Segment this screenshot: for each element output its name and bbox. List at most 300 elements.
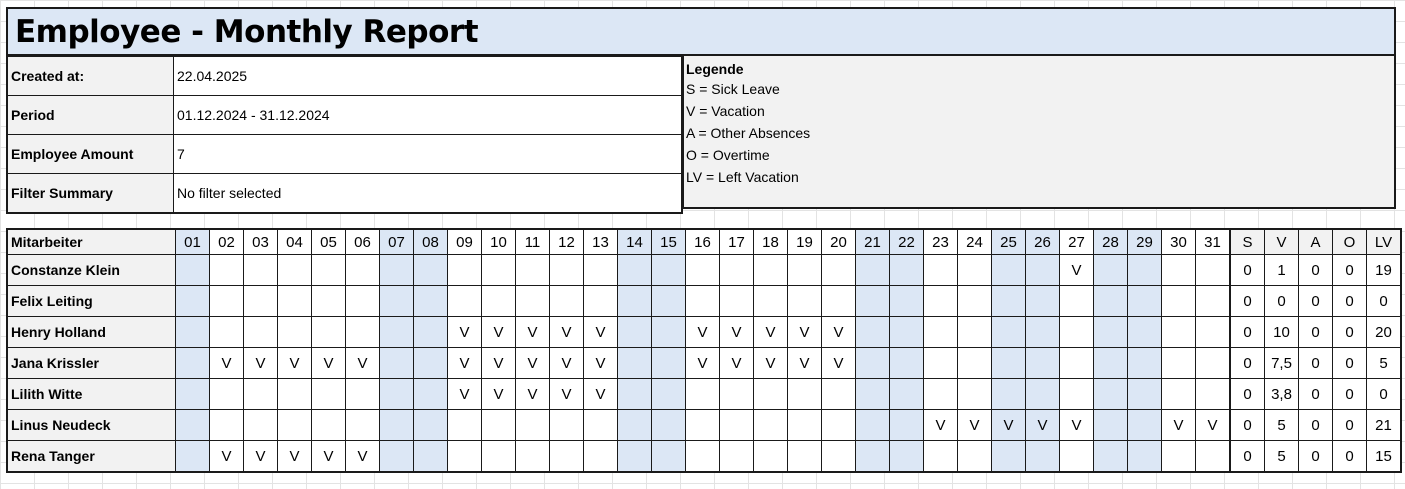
day-header-30[interactable]: 30 <box>1162 229 1196 255</box>
day-cell-22[interactable] <box>890 410 924 441</box>
info-label[interactable]: Created at: <box>7 57 174 96</box>
day-cell-07[interactable] <box>380 317 414 348</box>
day-cell-20[interactable]: V <box>822 317 856 348</box>
day-header-20[interactable]: 20 <box>822 229 856 255</box>
day-cell-16[interactable]: V <box>686 348 720 379</box>
employee-name[interactable]: Jana Krissler <box>7 348 176 379</box>
day-cell-07[interactable] <box>380 255 414 286</box>
day-cell-21[interactable] <box>856 379 890 410</box>
day-cell-14[interactable] <box>618 255 652 286</box>
day-cell-18[interactable]: V <box>754 317 788 348</box>
day-cell-22[interactable] <box>890 441 924 473</box>
info-value[interactable]: 7 <box>174 135 683 174</box>
summary-header-lv[interactable]: LV <box>1367 229 1402 255</box>
day-cell-15[interactable] <box>652 286 686 317</box>
day-header-31[interactable]: 31 <box>1196 229 1231 255</box>
summary-cell-s[interactable]: 0 <box>1230 317 1265 348</box>
day-cell-23[interactable] <box>924 255 958 286</box>
day-cell-20[interactable] <box>822 379 856 410</box>
day-cell-27[interactable]: V <box>1060 410 1094 441</box>
day-cell-01[interactable] <box>176 379 210 410</box>
day-header-26[interactable]: 26 <box>1026 229 1060 255</box>
day-cell-02[interactable] <box>210 255 244 286</box>
day-cell-03[interactable]: V <box>244 441 278 473</box>
day-cell-23[interactable] <box>924 441 958 473</box>
day-header-13[interactable]: 13 <box>584 229 618 255</box>
day-cell-22[interactable] <box>890 286 924 317</box>
day-cell-25[interactable] <box>992 441 1026 473</box>
day-header-10[interactable]: 10 <box>482 229 516 255</box>
day-cell-11[interactable] <box>516 441 550 473</box>
day-cell-06[interactable]: V <box>346 441 380 473</box>
day-cell-13[interactable]: V <box>584 348 618 379</box>
employee-column-header[interactable]: Mitarbeiter <box>7 229 176 255</box>
day-header-21[interactable]: 21 <box>856 229 890 255</box>
day-cell-20[interactable] <box>822 441 856 473</box>
day-cell-20[interactable]: V <box>822 348 856 379</box>
day-cell-12[interactable]: V <box>550 348 584 379</box>
summary-cell-v[interactable]: 0 <box>1265 286 1299 317</box>
day-header-23[interactable]: 23 <box>924 229 958 255</box>
day-cell-01[interactable] <box>176 317 210 348</box>
day-cell-18[interactable] <box>754 410 788 441</box>
day-cell-09[interactable] <box>448 286 482 317</box>
day-cell-02[interactable] <box>210 379 244 410</box>
summary-cell-v[interactable]: 5 <box>1265 441 1299 473</box>
day-cell-29[interactable] <box>1128 317 1162 348</box>
day-header-24[interactable]: 24 <box>958 229 992 255</box>
day-cell-29[interactable] <box>1128 410 1162 441</box>
day-cell-09[interactable] <box>448 410 482 441</box>
day-cell-16[interactable] <box>686 410 720 441</box>
summary-cell-v[interactable]: 7,5 <box>1265 348 1299 379</box>
day-cell-30[interactable] <box>1162 286 1196 317</box>
day-cell-29[interactable] <box>1128 255 1162 286</box>
day-cell-04[interactable] <box>278 286 312 317</box>
day-cell-03[interactable] <box>244 379 278 410</box>
day-cell-03[interactable] <box>244 317 278 348</box>
day-cell-31[interactable] <box>1196 286 1231 317</box>
day-cell-13[interactable]: V <box>584 379 618 410</box>
day-cell-17[interactable] <box>720 441 754 473</box>
summary-cell-s[interactable]: 0 <box>1230 255 1265 286</box>
day-cell-28[interactable] <box>1094 348 1128 379</box>
day-header-27[interactable]: 27 <box>1060 229 1094 255</box>
day-cell-04[interactable]: V <box>278 441 312 473</box>
day-cell-17[interactable] <box>720 255 754 286</box>
summary-cell-lv[interactable]: 21 <box>1367 410 1402 441</box>
day-cell-30[interactable] <box>1162 317 1196 348</box>
info-label[interactable]: Filter Summary <box>7 174 174 214</box>
day-cell-04[interactable] <box>278 410 312 441</box>
day-cell-06[interactable] <box>346 379 380 410</box>
day-cell-29[interactable] <box>1128 379 1162 410</box>
day-header-18[interactable]: 18 <box>754 229 788 255</box>
day-cell-01[interactable] <box>176 255 210 286</box>
day-cell-10[interactable] <box>482 441 516 473</box>
day-cell-24[interactable] <box>958 286 992 317</box>
day-cell-28[interactable] <box>1094 379 1128 410</box>
day-header-15[interactable]: 15 <box>652 229 686 255</box>
day-cell-02[interactable] <box>210 286 244 317</box>
day-cell-30[interactable] <box>1162 441 1196 473</box>
day-cell-21[interactable] <box>856 348 890 379</box>
day-cell-03[interactable] <box>244 255 278 286</box>
day-cell-14[interactable] <box>618 348 652 379</box>
summary-header-v[interactable]: V <box>1265 229 1299 255</box>
day-cell-31[interactable] <box>1196 348 1231 379</box>
day-cell-26[interactable] <box>1026 348 1060 379</box>
day-cell-08[interactable] <box>414 441 448 473</box>
day-header-22[interactable]: 22 <box>890 229 924 255</box>
day-cell-09[interactable]: V <box>448 379 482 410</box>
summary-cell-v[interactable]: 5 <box>1265 410 1299 441</box>
summary-cell-a[interactable]: 0 <box>1299 379 1333 410</box>
day-header-06[interactable]: 06 <box>346 229 380 255</box>
day-cell-06[interactable] <box>346 410 380 441</box>
day-cell-06[interactable] <box>346 255 380 286</box>
day-header-29[interactable]: 29 <box>1128 229 1162 255</box>
day-cell-23[interactable] <box>924 379 958 410</box>
day-cell-25[interactable] <box>992 348 1026 379</box>
day-cell-27[interactable] <box>1060 286 1094 317</box>
day-cell-12[interactable]: V <box>550 379 584 410</box>
day-cell-14[interactable] <box>618 286 652 317</box>
day-cell-24[interactable] <box>958 348 992 379</box>
day-cell-28[interactable] <box>1094 441 1128 473</box>
day-cell-03[interactable] <box>244 410 278 441</box>
day-cell-15[interactable] <box>652 317 686 348</box>
day-cell-11[interactable]: V <box>516 317 550 348</box>
day-cell-29[interactable] <box>1128 441 1162 473</box>
day-cell-13[interactable] <box>584 410 618 441</box>
day-cell-25[interactable] <box>992 317 1026 348</box>
info-label[interactable]: Period <box>7 96 174 135</box>
day-header-14[interactable]: 14 <box>618 229 652 255</box>
day-header-28[interactable]: 28 <box>1094 229 1128 255</box>
day-cell-02[interactable]: V <box>210 348 244 379</box>
summary-cell-a[interactable]: 0 <box>1299 286 1333 317</box>
employee-name[interactable]: Rena Tanger <box>7 441 176 473</box>
summary-cell-lv[interactable]: 15 <box>1367 441 1402 473</box>
day-cell-12[interactable] <box>550 410 584 441</box>
day-cell-22[interactable] <box>890 348 924 379</box>
day-cell-11[interactable]: V <box>516 379 550 410</box>
day-cell-09[interactable]: V <box>448 317 482 348</box>
day-cell-19[interactable] <box>788 286 822 317</box>
day-cell-04[interactable] <box>278 379 312 410</box>
day-cell-16[interactable] <box>686 441 720 473</box>
day-cell-31[interactable] <box>1196 441 1231 473</box>
day-cell-08[interactable] <box>414 379 448 410</box>
day-cell-13[interactable] <box>584 255 618 286</box>
day-cell-27[interactable] <box>1060 379 1094 410</box>
day-cell-27[interactable] <box>1060 348 1094 379</box>
day-cell-12[interactable]: V <box>550 317 584 348</box>
day-cell-14[interactable] <box>618 379 652 410</box>
day-cell-08[interactable] <box>414 286 448 317</box>
day-cell-23[interactable] <box>924 286 958 317</box>
summary-cell-a[interactable]: 0 <box>1299 317 1333 348</box>
summary-header-a[interactable]: A <box>1299 229 1333 255</box>
day-cell-04[interactable]: V <box>278 348 312 379</box>
day-header-02[interactable]: 02 <box>210 229 244 255</box>
summary-cell-o[interactable]: 0 <box>1333 348 1367 379</box>
employee-name[interactable]: Lilith Witte <box>7 379 176 410</box>
day-cell-18[interactable] <box>754 286 788 317</box>
day-cell-19[interactable] <box>788 441 822 473</box>
day-cell-18[interactable] <box>754 441 788 473</box>
summary-cell-s[interactable]: 0 <box>1230 441 1265 473</box>
day-cell-16[interactable]: V <box>686 317 720 348</box>
day-cell-12[interactable] <box>550 286 584 317</box>
employee-name[interactable]: Felix Leiting <box>7 286 176 317</box>
day-cell-12[interactable] <box>550 255 584 286</box>
day-cell-21[interactable] <box>856 410 890 441</box>
day-cell-13[interactable]: V <box>584 317 618 348</box>
day-cell-08[interactable] <box>414 348 448 379</box>
day-cell-25[interactable] <box>992 255 1026 286</box>
day-cell-05[interactable] <box>312 379 346 410</box>
summary-cell-lv[interactable]: 0 <box>1367 286 1402 317</box>
day-cell-25[interactable] <box>992 379 1026 410</box>
legend-box[interactable] <box>683 56 1396 209</box>
summary-cell-v[interactable]: 1 <box>1265 255 1299 286</box>
day-cell-23[interactable] <box>924 317 958 348</box>
day-cell-09[interactable] <box>448 441 482 473</box>
day-cell-16[interactable] <box>686 255 720 286</box>
day-cell-15[interactable] <box>652 348 686 379</box>
day-cell-08[interactable] <box>414 317 448 348</box>
info-value[interactable]: No filter selected <box>174 174 683 214</box>
day-cell-17[interactable] <box>720 379 754 410</box>
day-cell-07[interactable] <box>380 286 414 317</box>
summary-cell-s[interactable]: 0 <box>1230 379 1265 410</box>
day-cell-20[interactable] <box>822 286 856 317</box>
day-cell-31[interactable]: V <box>1196 410 1231 441</box>
day-cell-18[interactable] <box>754 255 788 286</box>
day-cell-10[interactable]: V <box>482 348 516 379</box>
summary-cell-lv[interactable]: 0 <box>1367 379 1402 410</box>
day-header-19[interactable]: 19 <box>788 229 822 255</box>
day-header-11[interactable]: 11 <box>516 229 550 255</box>
day-cell-03[interactable] <box>244 286 278 317</box>
day-header-07[interactable]: 07 <box>380 229 414 255</box>
day-cell-14[interactable] <box>618 441 652 473</box>
summary-cell-o[interactable]: 0 <box>1333 410 1367 441</box>
day-cell-15[interactable] <box>652 410 686 441</box>
day-cell-02[interactable]: V <box>210 441 244 473</box>
day-cell-24[interactable] <box>958 255 992 286</box>
summary-cell-v[interactable]: 3,8 <box>1265 379 1299 410</box>
summary-cell-o[interactable]: 0 <box>1333 255 1367 286</box>
day-cell-15[interactable] <box>652 379 686 410</box>
day-cell-11[interactable] <box>516 410 550 441</box>
day-cell-19[interactable] <box>788 255 822 286</box>
day-header-12[interactable]: 12 <box>550 229 584 255</box>
day-cell-11[interactable] <box>516 286 550 317</box>
day-cell-01[interactable] <box>176 286 210 317</box>
summary-cell-lv[interactable]: 20 <box>1367 317 1402 348</box>
day-cell-26[interactable]: V <box>1026 410 1060 441</box>
day-cell-16[interactable] <box>686 286 720 317</box>
summary-cell-a[interactable]: 0 <box>1299 410 1333 441</box>
day-cell-01[interactable] <box>176 441 210 473</box>
day-cell-19[interactable] <box>788 379 822 410</box>
day-header-05[interactable]: 05 <box>312 229 346 255</box>
summary-cell-lv[interactable]: 19 <box>1367 255 1402 286</box>
day-cell-07[interactable] <box>380 441 414 473</box>
day-cell-10[interactable] <box>482 410 516 441</box>
day-cell-26[interactable] <box>1026 255 1060 286</box>
day-cell-24[interactable] <box>958 317 992 348</box>
day-header-03[interactable]: 03 <box>244 229 278 255</box>
day-cell-05[interactable]: V <box>312 441 346 473</box>
day-cell-17[interactable]: V <box>720 317 754 348</box>
summary-cell-s[interactable]: 0 <box>1230 410 1265 441</box>
day-cell-28[interactable] <box>1094 286 1128 317</box>
day-cell-25[interactable] <box>992 286 1026 317</box>
day-cell-11[interactable]: V <box>516 348 550 379</box>
day-cell-24[interactable]: V <box>958 410 992 441</box>
day-cell-28[interactable] <box>1094 317 1128 348</box>
day-header-16[interactable]: 16 <box>686 229 720 255</box>
day-cell-01[interactable] <box>176 348 210 379</box>
summary-cell-s[interactable]: 0 <box>1230 348 1265 379</box>
day-cell-26[interactable] <box>1026 286 1060 317</box>
day-header-25[interactable]: 25 <box>992 229 1026 255</box>
day-cell-19[interactable]: V <box>788 348 822 379</box>
day-cell-26[interactable] <box>1026 441 1060 473</box>
summary-cell-a[interactable]: 0 <box>1299 441 1333 473</box>
employee-name[interactable]: Linus Neudeck <box>7 410 176 441</box>
day-cell-19[interactable] <box>788 410 822 441</box>
info-value[interactable]: 22.04.2025 <box>174 57 683 96</box>
day-cell-18[interactable] <box>754 379 788 410</box>
day-cell-31[interactable] <box>1196 317 1231 348</box>
day-cell-20[interactable] <box>822 255 856 286</box>
day-cell-17[interactable] <box>720 410 754 441</box>
day-cell-14[interactable] <box>618 410 652 441</box>
day-cell-17[interactable] <box>720 286 754 317</box>
info-label[interactable]: Employee Amount <box>7 135 174 174</box>
day-cell-01[interactable] <box>176 410 210 441</box>
day-header-01[interactable]: 01 <box>176 229 210 255</box>
day-cell-07[interactable] <box>380 410 414 441</box>
day-cell-30[interactable] <box>1162 255 1196 286</box>
summary-cell-o[interactable]: 0 <box>1333 379 1367 410</box>
day-cell-14[interactable] <box>618 317 652 348</box>
summary-cell-a[interactable]: 0 <box>1299 348 1333 379</box>
day-cell-18[interactable]: V <box>754 348 788 379</box>
summary-header-o[interactable]: O <box>1333 229 1367 255</box>
employee-name[interactable]: Constanze Klein <box>7 255 176 286</box>
day-cell-04[interactable] <box>278 255 312 286</box>
summary-header-s[interactable]: S <box>1230 229 1265 255</box>
day-cell-02[interactable] <box>210 317 244 348</box>
day-cell-09[interactable]: V <box>448 348 482 379</box>
summary-cell-a[interactable]: 0 <box>1299 255 1333 286</box>
day-cell-24[interactable] <box>958 379 992 410</box>
summary-cell-o[interactable]: 0 <box>1333 286 1367 317</box>
day-header-17[interactable]: 17 <box>720 229 754 255</box>
day-cell-31[interactable] <box>1196 379 1231 410</box>
day-cell-08[interactable] <box>414 410 448 441</box>
day-cell-07[interactable] <box>380 379 414 410</box>
day-cell-05[interactable] <box>312 255 346 286</box>
day-cell-28[interactable] <box>1094 255 1128 286</box>
day-cell-11[interactable] <box>516 255 550 286</box>
day-cell-06[interactable]: V <box>346 348 380 379</box>
day-cell-22[interactable] <box>890 379 924 410</box>
day-header-04[interactable]: 04 <box>278 229 312 255</box>
day-cell-26[interactable] <box>1026 317 1060 348</box>
summary-cell-o[interactable]: 0 <box>1333 317 1367 348</box>
day-cell-21[interactable] <box>856 441 890 473</box>
day-cell-15[interactable] <box>652 255 686 286</box>
day-cell-21[interactable] <box>856 317 890 348</box>
summary-cell-lv[interactable]: 5 <box>1367 348 1402 379</box>
day-cell-10[interactable] <box>482 255 516 286</box>
day-cell-17[interactable]: V <box>720 348 754 379</box>
day-cell-19[interactable]: V <box>788 317 822 348</box>
day-cell-20[interactable] <box>822 410 856 441</box>
day-cell-25[interactable]: V <box>992 410 1026 441</box>
day-cell-22[interactable] <box>890 255 924 286</box>
day-cell-27[interactable] <box>1060 441 1094 473</box>
day-cell-30[interactable] <box>1162 379 1196 410</box>
day-cell-02[interactable] <box>210 410 244 441</box>
day-cell-07[interactable] <box>380 348 414 379</box>
day-cell-08[interactable] <box>414 255 448 286</box>
summary-cell-s[interactable]: 0 <box>1230 286 1265 317</box>
day-cell-26[interactable] <box>1026 379 1060 410</box>
day-cell-29[interactable] <box>1128 348 1162 379</box>
day-header-09[interactable]: 09 <box>448 229 482 255</box>
day-cell-03[interactable]: V <box>244 348 278 379</box>
employee-name[interactable]: Henry Holland <box>7 317 176 348</box>
day-cell-27[interactable]: V <box>1060 255 1094 286</box>
day-cell-12[interactable] <box>550 441 584 473</box>
day-cell-27[interactable] <box>1060 317 1094 348</box>
day-header-08[interactable]: 08 <box>414 229 448 255</box>
day-cell-31[interactable] <box>1196 255 1231 286</box>
day-cell-15[interactable] <box>652 441 686 473</box>
day-cell-06[interactable] <box>346 317 380 348</box>
day-cell-21[interactable] <box>856 286 890 317</box>
day-cell-06[interactable] <box>346 286 380 317</box>
day-cell-23[interactable]: V <box>924 410 958 441</box>
day-cell-22[interactable] <box>890 317 924 348</box>
day-cell-23[interactable] <box>924 348 958 379</box>
day-cell-24[interactable] <box>958 441 992 473</box>
day-cell-05[interactable] <box>312 410 346 441</box>
day-cell-10[interactable] <box>482 286 516 317</box>
day-cell-05[interactable] <box>312 286 346 317</box>
day-cell-09[interactable] <box>448 255 482 286</box>
info-value[interactable]: 01.12.2024 - 31.12.2024 <box>174 96 683 135</box>
day-cell-29[interactable] <box>1128 286 1162 317</box>
day-cell-30[interactable]: V <box>1162 410 1196 441</box>
day-cell-30[interactable] <box>1162 348 1196 379</box>
day-cell-05[interactable] <box>312 317 346 348</box>
day-cell-04[interactable] <box>278 317 312 348</box>
summary-cell-v[interactable]: 10 <box>1265 317 1299 348</box>
day-cell-13[interactable] <box>584 441 618 473</box>
day-cell-21[interactable] <box>856 255 890 286</box>
day-cell-16[interactable] <box>686 379 720 410</box>
day-cell-28[interactable] <box>1094 410 1128 441</box>
